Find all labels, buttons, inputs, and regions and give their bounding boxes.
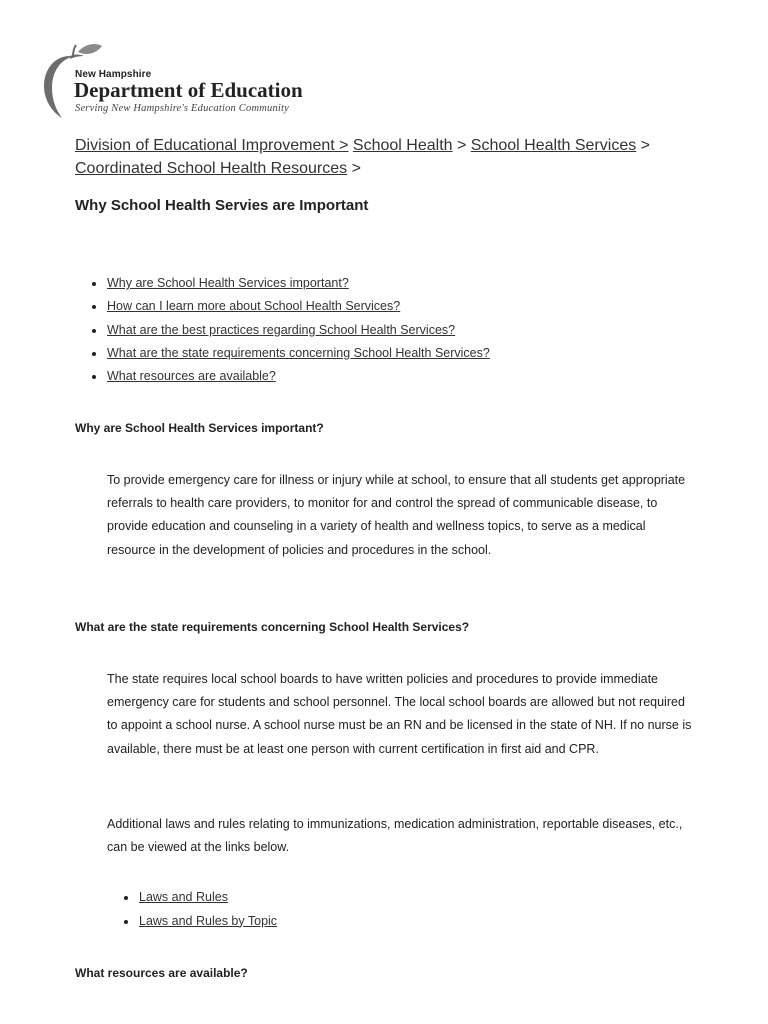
section-heading-importance: Why are School Health Services important? [75,421,324,435]
logo-state-name: New Hampshire [75,69,152,80]
section-body-requirements: The state requires local school boards to have written policies and procedures to provide immediate emergency care for students and school personnel. The local school boards are allowed but not required to appoint a school nurse. A school nurse must be an RN and be licensed in the state of NH. If no nurse is available, there must be at least one person with current certification in first aid and CPR. [107,672,692,756]
list-item [107,295,490,318]
list-item [107,272,490,295]
toc-link-resources[interactable]: What resources are available? [107,369,276,384]
laws-and-rules-link[interactable]: Laws and Rules [139,890,228,904]
breadcrumb [75,134,715,180]
section-heading-requirements: What are the state requirements concerning School Health Services? [75,620,470,634]
list-item [139,910,277,934]
breadcrumb-school-health-services-link[interactable]: School Health Services [470,137,637,154]
toc-link-state-requirements[interactable]: What are the state requirements concerning School Health Services? [107,345,490,360]
list-item [139,886,277,910]
list-item [107,342,490,365]
section-body-importance: To provide emergency care for illness or injury while at school, to ensure that all students get appropriate referrals to health care providers, to monitor for and control the spread of communicable disease, to provide education and counseling in a variety of health and wellness topics, to serve as a medical resource in the development of policies and procedures in the school. [107,473,686,557]
breadcrumb-coordinated-resources-link[interactable]: Coordinated School Health Resources [75,160,348,177]
breadcrumb-division-link[interactable]: Division of Educational Improvement > [75,137,349,154]
toc-link-importance[interactable]: Why are School Health Services important? [107,276,349,290]
laws-links-list [139,886,277,933]
toc-link-best-practices[interactable]: What are the best practices regarding School Health Services? [107,322,456,337]
section-heading-resources: What resources are available? [75,966,248,980]
breadcrumb-separator: > [351,160,361,177]
nh-doe-logo[interactable] [40,42,330,122]
table-of-contents [107,272,490,388]
list-item [107,319,490,342]
section-body-requirements-additional: Additional laws and rules relating to immunizations, medication administration, reportable diseases, etc., can be viewed at the links below. [107,817,683,855]
logo-tagline: Serving New Hampshire's Education Community [75,103,290,114]
laws-and-rules-by-topic-link[interactable]: Laws and Rules by Topic [139,913,278,928]
breadcrumb-separator: > [457,137,467,154]
toc-link-learn-more[interactable]: How can I learn more about School Health Services? [107,299,401,314]
list-item [107,365,490,388]
page-title: Why School Health Servies are Important [75,197,369,214]
breadcrumb-school-health-link[interactable]: School Health [352,137,453,154]
logo-department-name: Department of Education [74,78,303,102]
breadcrumb-separator: > [640,137,651,154]
